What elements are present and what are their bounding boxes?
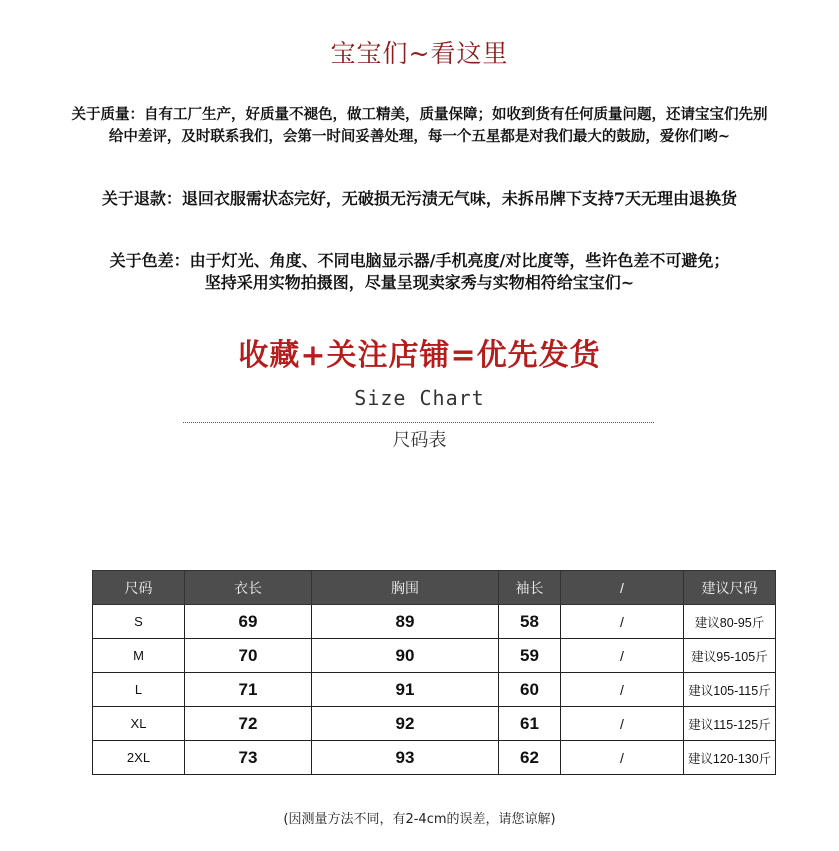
cell-size: S: [93, 605, 185, 639]
cell-length: 72: [185, 707, 312, 741]
cell-recommended: 建议115-125斤: [684, 707, 776, 741]
table-row: [93, 673, 776, 707]
cell-chest: 91: [312, 673, 499, 707]
cell-recommended: 建议80-95斤: [684, 605, 776, 639]
color-difference-line-2: 坚持采用实物拍摄图，尽量呈现卖家秀与实物相符给宝宝们~: [204, 273, 635, 292]
cell-sleeve: 60: [499, 673, 561, 707]
color-difference-notice: [0, 250, 839, 294]
size-table-header-row: [93, 571, 776, 605]
cell-recommended: 建议95-105斤: [684, 639, 776, 673]
page-title: 宝宝们~看这里: [330, 39, 509, 68]
quality-notice-line-2: 给中差评，及时联系我们，会第一时间妥善处理，每一个五星都是对我们最大的鼓励，爱你们哟~: [108, 128, 731, 145]
promo-banner: 收藏+关注店铺=优先发货: [238, 338, 601, 373]
cell-slash: /: [561, 605, 684, 639]
header-sleeve: 袖长: [499, 571, 561, 605]
color-difference-line-1: 关于色差：由于灯光、角度、不同电脑显示器/手机亮度/对比度等，些许色差不可避免；: [109, 251, 730, 270]
header-size: 尺码: [93, 571, 185, 605]
cell-sleeve: 58: [499, 605, 561, 639]
table-row: [93, 639, 776, 673]
cell-recommended: 建议105-115斤: [684, 673, 776, 707]
table-row: [93, 741, 776, 775]
header-slash: /: [561, 571, 684, 605]
cell-size: L: [93, 673, 185, 707]
return-policy-line-1: 关于退款：退回衣服需状态完好，无破损无污渍无气味，未拆吊牌下支持7天无理由退换货: [101, 189, 738, 208]
table-row: [93, 707, 776, 741]
cell-recommended: 建议120-130斤: [684, 741, 776, 775]
cell-size: 2XL: [93, 741, 185, 775]
size-chart-title-en: Size Chart: [354, 386, 485, 410]
measurement-note: (因测量方法不同，有2-4cm的误差，请您谅解): [283, 812, 556, 827]
cell-length: 73: [185, 741, 312, 775]
return-policy: [0, 188, 839, 210]
size-chart-title-cn: 尺码表: [392, 430, 447, 451]
quality-notice: [0, 104, 839, 148]
cell-sleeve: 62: [499, 741, 561, 775]
quality-notice-line-1: 关于质量：自有工厂生产，好质量不褪色，做工精美，质量保障；如收到货有任何质量问题，还请宝宝们先别: [71, 106, 768, 123]
cell-slash: /: [561, 639, 684, 673]
size-table: [92, 570, 776, 775]
cell-sleeve: 61: [499, 707, 561, 741]
header-recommended: 建议尺码: [684, 571, 776, 605]
cell-sleeve: 59: [499, 639, 561, 673]
cell-chest: 92: [312, 707, 499, 741]
cell-chest: 89: [312, 605, 499, 639]
cell-size: XL: [93, 707, 185, 741]
cell-chest: 93: [312, 741, 499, 775]
cell-length: 69: [185, 605, 312, 639]
header-chest: 胸围: [312, 571, 499, 605]
header-length: 衣长: [185, 571, 312, 605]
dotted-divider: [183, 422, 654, 423]
cell-slash: /: [561, 741, 684, 775]
cell-slash: /: [561, 673, 684, 707]
table-row: [93, 605, 776, 639]
cell-chest: 90: [312, 639, 499, 673]
cell-size: M: [93, 639, 185, 673]
cell-slash: /: [561, 707, 684, 741]
cell-length: 71: [185, 673, 312, 707]
cell-length: 70: [185, 639, 312, 673]
